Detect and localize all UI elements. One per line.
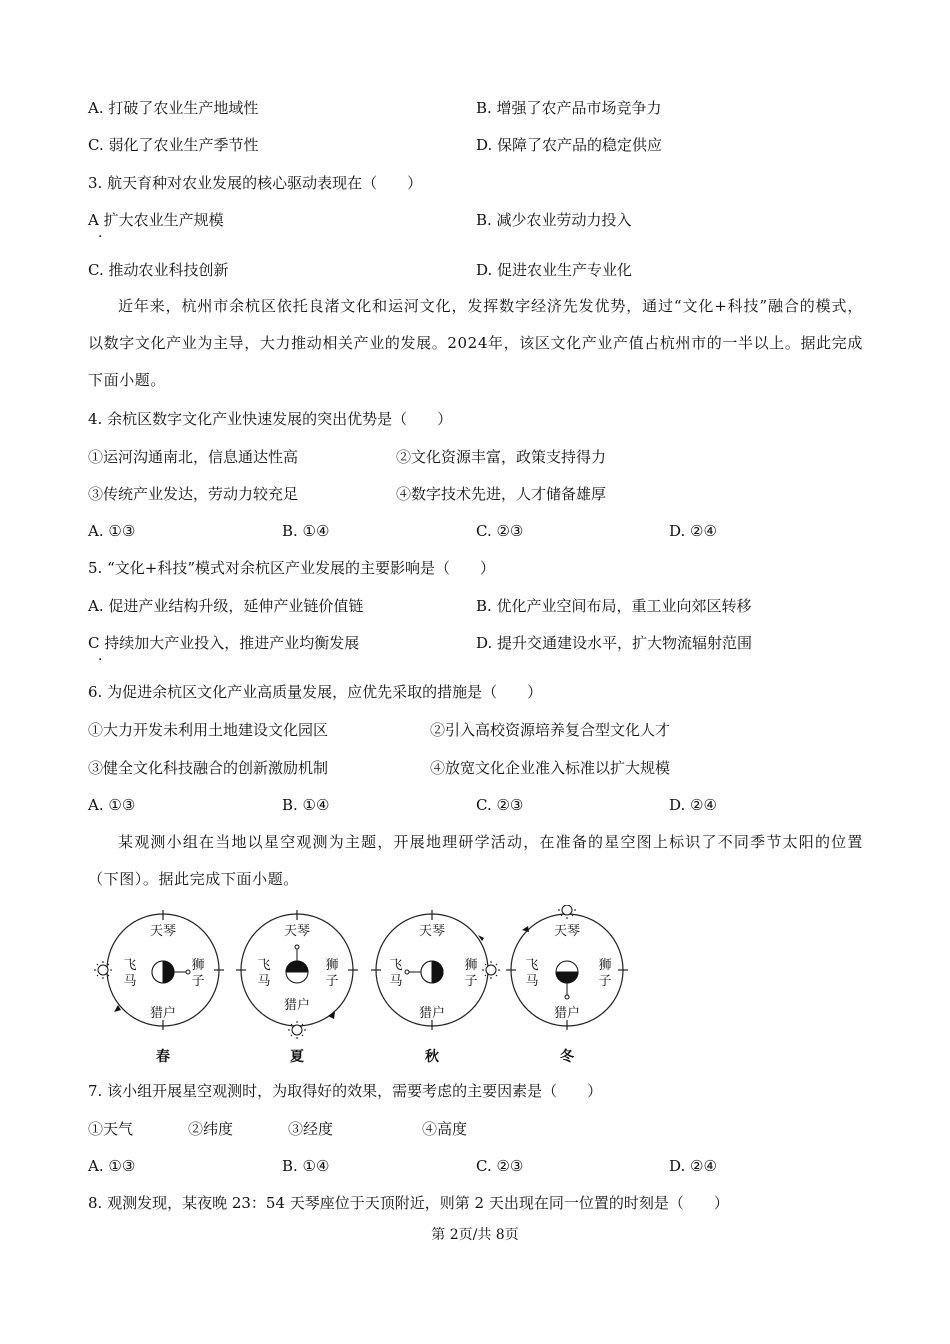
label-leo-bottom: 子 xyxy=(598,974,612,989)
emphasis-dot: · xyxy=(98,652,103,668)
label-pegasus-top: 飞 xyxy=(389,958,403,973)
label-pegasus-top: 飞 xyxy=(525,958,539,973)
label-pegasus-bottom: 马 xyxy=(389,974,403,989)
q7-item-2: ②纬度 xyxy=(188,1120,234,1138)
q3-option-a: A 扩大农业生产规模 xyxy=(88,211,224,229)
q4-item-2: ②文化资源丰富，政策支持得力 xyxy=(396,448,607,466)
q2-option-a: A. 打破了农业生产地域性 xyxy=(88,99,259,117)
q2-option-d: D. 保障了农产品的稳定供应 xyxy=(476,136,663,154)
q7-item-3: ③经度 xyxy=(288,1120,334,1138)
label-leo-bottom: 子 xyxy=(325,974,339,989)
passage-star-observation: 某观测小组在当地以星空观测为主题，开展地理研学活动，在准备的星空图上标识了不同季节太阳的位置（下图）。据此完成下面小题。 xyxy=(88,833,863,888)
label-pegasus-top: 飞 xyxy=(257,958,271,973)
passage-yuhang: 近年来，杭州市余杭区依托良渚文化和运河文化，发挥数字经济先发优势，通过“文化+科技”融合的模式，以数字文化产业为主导，大力推动相关产业的发展。2024年，该区文化产业产值占杭州市的一半以上。据此完成下面小题。 xyxy=(88,297,863,389)
q7-option-d: D. ②④ xyxy=(669,1157,717,1175)
label-pegasus-bottom: 马 xyxy=(123,974,137,989)
q4-stem: 4. 余杭区数字文化产业快速发展的突出优势是（ ） xyxy=(88,410,453,428)
label-lyra: 天琴 xyxy=(418,924,446,939)
q4-option-a: A. ①③ xyxy=(88,522,136,540)
label-lyra: 天琴 xyxy=(149,924,177,939)
q4-option-d: D. ②④ xyxy=(669,522,717,540)
q2-option-b: B. 增强了农产品市场竞争力 xyxy=(476,99,662,117)
label-leo-top: 狮 xyxy=(464,958,478,973)
q6-item-3: ③健全文化科技融合的创新激励机制 xyxy=(88,759,329,777)
page-footer: 第 2页/共 8页 xyxy=(431,1227,519,1243)
q4-option-c: C. ②③ xyxy=(476,522,524,540)
q5-option-b: B. 优化产业空间布局，重工业向郊区转移 xyxy=(476,597,752,615)
q3-option-c: C. 推动农业科技创新 xyxy=(88,261,229,279)
q4-item-3: ③传统产业发达，劳动力较充足 xyxy=(88,485,299,503)
q6-stem: 6. 为促进余杭区文化产业高质量发展，应优先采取的措施是（ ） xyxy=(88,683,543,701)
season-winter: 冬 xyxy=(560,1049,574,1065)
q6-option-c: C. ②③ xyxy=(476,796,524,814)
q2-option-c: C. 弱化了农业生产季节性 xyxy=(88,136,259,154)
label-lyra: 天琴 xyxy=(283,924,311,939)
q3-option-b: B. 减少农业劳动力投入 xyxy=(476,211,632,229)
season-summer: 夏 xyxy=(290,1049,304,1065)
q7-option-a: A. ①③ xyxy=(88,1157,136,1175)
q7-item-1: ①天气 xyxy=(88,1120,134,1138)
label-orion: 猎户 xyxy=(418,1006,446,1021)
q5-stem: 5. “文化+科技”模式对余杭区产业发展的主要影响是（ ） xyxy=(88,559,495,577)
emphasis-dot: · xyxy=(98,229,103,245)
label-orion: 猎户 xyxy=(553,1006,581,1021)
q4-option-b: B. ①④ xyxy=(282,522,330,540)
label-pegasus-bottom: 马 xyxy=(525,974,539,989)
q7-option-c: C. ②③ xyxy=(476,1157,524,1175)
q5-option-c: C 持续加大产业投入，推进产业均衡发展 xyxy=(88,634,360,652)
label-lyra: 天琴 xyxy=(553,924,581,939)
q6-item-2: ②引入高校资源培养复合型文化人才 xyxy=(430,721,671,739)
q7-stem: 7. 该小组开展星空观测时，为取得好的效果，需要考虑的主要因素是（ ） xyxy=(88,1082,603,1100)
label-pegasus-top: 飞 xyxy=(123,958,137,973)
label-leo-top: 狮 xyxy=(191,958,205,973)
season-spring: 春 xyxy=(156,1049,170,1065)
q4-item-4: ④数字技术先进，人才储备雄厚 xyxy=(396,485,607,503)
label-leo-bottom: 子 xyxy=(464,974,478,989)
q3-option-d: D. 促进农业生产专业化 xyxy=(476,261,633,279)
label-leo-bottom: 子 xyxy=(191,974,205,989)
q7-option-b: B. ①④ xyxy=(282,1157,330,1175)
q6-option-b: B. ①④ xyxy=(282,796,330,814)
q8-stem: 8. 观测发现，某夜晚 23：54 天琴座位于天顶附近，则第 2 天出现在同一位置的时刻是（ ） xyxy=(88,1194,729,1212)
q3-stem: 3. 航天育种对农业发展的核心驱动表现在（ ） xyxy=(88,174,423,192)
q7-item-4: ④高度 xyxy=(422,1120,468,1138)
q6-item-4: ④放宽文化企业准入标准以扩大规模 xyxy=(430,759,671,777)
q6-option-d: D. ②④ xyxy=(669,796,717,814)
q6-option-a: A. ①③ xyxy=(88,796,136,814)
q4-item-1: ①运河沟通南北，信息通达性高 xyxy=(88,448,299,466)
season-autumn: 秋 xyxy=(425,1049,439,1065)
label-orion: 猎户 xyxy=(149,1006,177,1021)
q5-option-a: A. 促进产业结构升级，延伸产业链价值链 xyxy=(88,597,364,615)
label-leo-top: 狮 xyxy=(598,958,612,973)
label-pegasus-bottom: 马 xyxy=(257,974,271,989)
label-leo-top: 狮 xyxy=(325,958,339,973)
label-orion: 猎户 xyxy=(283,998,311,1013)
q5-option-d: D. 提升交通建设水平，扩大物流辐射范围 xyxy=(476,634,753,652)
star-chart-figure xyxy=(88,905,648,1070)
q6-item-1: ①大力开发未利用土地建设文化园区 xyxy=(88,721,329,739)
